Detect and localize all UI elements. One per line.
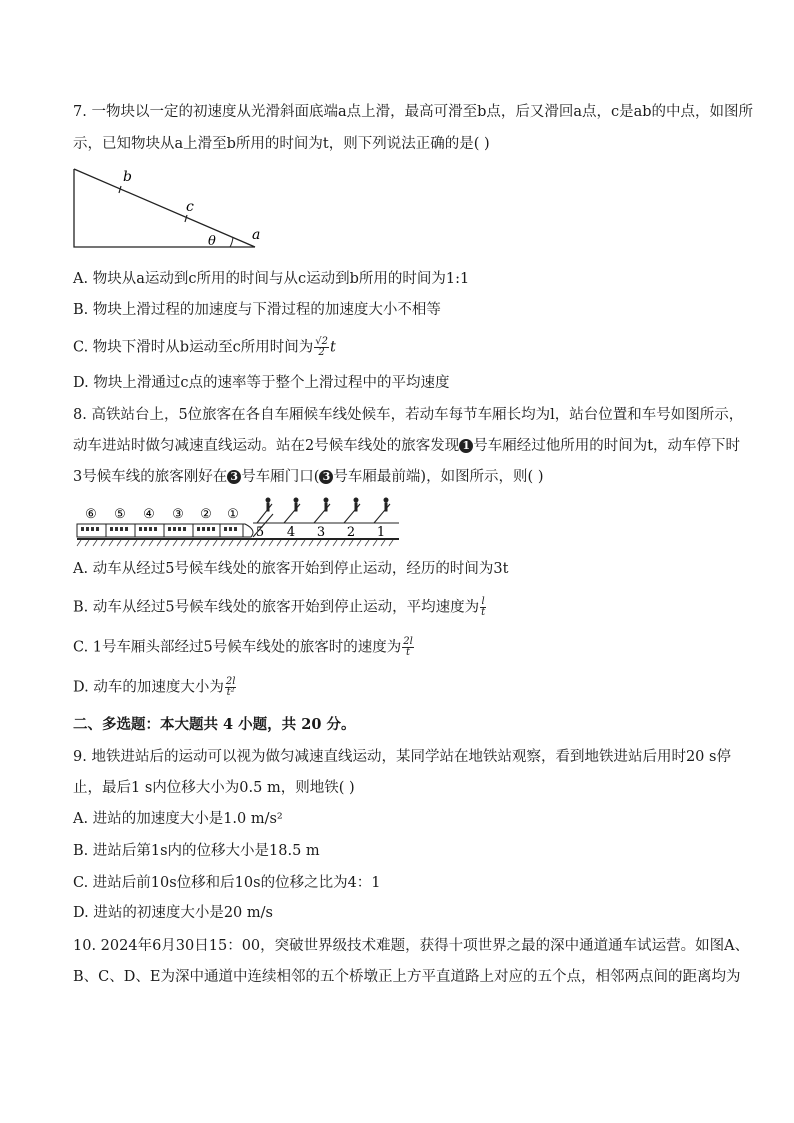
q8-option-d: D. 动车的加速度大小为 $\frac{2l}{\text{t²}}$ <box>73 676 236 698</box>
q8-option-b-fraction: $\frac{l}{t}$ <box>481 596 486 618</box>
q8-stem-line2: 动车进站时做匀减速直线运动。站在2号候车线处的旅客发现 1 号车厢经过他所用的时间为t，动车停下时 <box>73 438 741 454</box>
q10-stem-line2: B、C、D、E为深中通道中连续相邻的五个桥墩正上方平直道路上对应的五个点，相邻两点间的距离均为 <box>73 969 741 985</box>
platform-position-label: 3 <box>316 525 326 540</box>
platform-position-label: 5 <box>255 525 265 540</box>
q7-option-a: A. 物块从a运动到c所用的时间与从c运动到b所用的时间为1:1 <box>73 271 470 287</box>
car-label: ② <box>200 507 212 522</box>
q7-label-c: c <box>186 199 194 215</box>
car-number-badge: 1 <box>459 439 473 453</box>
q8-train-platform-figure <box>73 494 403 549</box>
q8-stem-line3: 3号候车线的旅客刚好在 3 号车厢门口( 3 号车厢最前端)，如图所示，则( ) <box>73 469 544 485</box>
q7-option-d: D. 物块上滑通过c点的速率等于整个上滑过程中的平均速度 <box>73 375 450 391</box>
q7-label-a: a <box>252 227 261 243</box>
q7-stem-line2: 示，已知物块从a上滑至b所用的时间为t，则下列说法正确的是( ) <box>73 136 490 152</box>
q8-stem-line1: 8. 高铁站台上，5位旅客在各自车厢候车线处候车，若动车每节车厢长均为l，站台位置和车号如图所示， <box>73 407 744 423</box>
car-label: ⑤ <box>114 507 126 522</box>
q9-option-b: B. 进站后第1s内的位移大小是18.5 m <box>73 843 320 859</box>
q8-option-d-fraction: $\frac{2l}{\text{t²}}$ <box>225 676 236 698</box>
q8-option-c: C. 1号车厢头部经过5号候车线处的旅客时的速度为 $\frac{2l}{t}$ <box>73 636 413 658</box>
q8-option-b: B. 动车从经过5号候车线处的旅客开始到停止运动，平均速度为 $\frac{l}{t}$ <box>73 596 486 618</box>
q9-option-d: D. 进站的初速度大小是20 m/s <box>73 905 273 921</box>
car-label: ③ <box>172 507 184 522</box>
car-number-badge: 3 <box>319 470 333 484</box>
q8-option-c-fraction: $\frac{2l}{t}$ <box>403 636 413 658</box>
section-heading: 二、多选题：本大题共 4 小题，共 20 分。 <box>73 716 356 733</box>
car-number-badge: 3 <box>227 470 241 484</box>
q7-incline-figure <box>70 165 270 250</box>
q7-stem-line1: 7. 一物块以一定的初速度从光滑斜面底端a点上滑，最高可滑至b点，后又滑回a点，c是ab的中点，如图所 <box>73 104 754 120</box>
q7-label-theta: θ <box>208 234 216 249</box>
q9-stem-line2: 止，最后1 s内位移大小为0.5 m，则地铁( ) <box>73 780 355 796</box>
q10-stem-line1: 10. 2024年6月30日15：00，突破世界级技术难题，获得十项世界之最的深中通道通车试运营。如图A、 <box>73 938 750 954</box>
q7-option-b: B. 物块上滑过程的加速度与下滑过程的加速度大小不相等 <box>73 302 441 318</box>
q9-option-a: A. 进站的加速度大小是1.0 m/s² <box>73 811 283 827</box>
platform-position-label: 2 <box>346 525 356 540</box>
q7-option-c-text: C. 物块下滑时从b运动至c所用时间为 <box>73 339 314 356</box>
q9-option-c: C. 进站后前10s位移和后10s的位移之比为4：1 <box>73 875 381 891</box>
car-label: ⑥ <box>85 507 97 522</box>
car-label: ④ <box>143 507 155 522</box>
q8-option-a: A. 动车从经过5号候车线处的旅客开始到停止运动，经历的时间为3t <box>73 561 509 577</box>
q7-label-b: b <box>123 169 132 185</box>
q7-option-c: C. 物块下滑时从b运动至c所用时间为 $\frac{√2}{2}$ t <box>73 336 336 358</box>
q7-option-c-fraction: $\frac{√2}{2}$ <box>315 336 328 358</box>
platform-position-label: 1 <box>376 525 386 540</box>
platform-position-label: 4 <box>286 525 296 540</box>
car-label: ① <box>227 507 239 522</box>
q9-stem-line1: 9. 地铁进站后的运动可以视为做匀减速直线运动，某同学站在地铁站观察，看到地铁进站后用时20 s停 <box>73 749 731 765</box>
